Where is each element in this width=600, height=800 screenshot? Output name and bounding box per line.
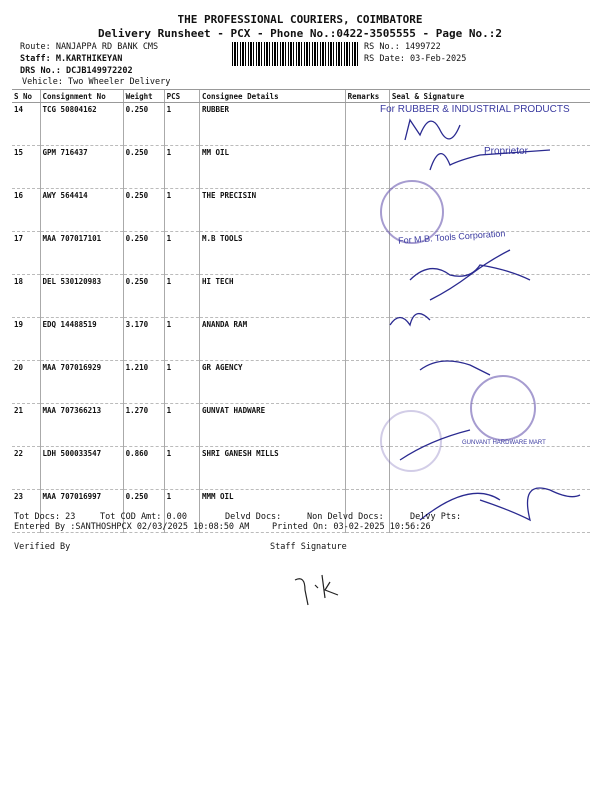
table-cell: HI TECH [199,275,345,318]
table-cell: 1.210 [123,361,164,404]
column-header: Weight [123,90,164,103]
column-header: Remarks [345,90,389,103]
staff-signature-mark [290,570,350,610]
table-cell: 18 [12,275,40,318]
table-cell: 1 [164,146,199,189]
table-cell: 1 [164,232,199,275]
table-cell: 0.250 [123,232,164,275]
table-cell: 1 [164,361,199,404]
vehicle: Vehicle: Two Wheeler Delivery [22,77,171,87]
table-cell: RUBBER [199,103,345,146]
delvy-pts: Delvy Pts: [410,512,462,522]
table-cell: 0.250 [123,146,164,189]
runsheet-subtitle: Delivery Runsheet - PCX - Phone No.:0422-3505555 - Page No.:2 [98,27,502,40]
table-cell: THE PRECISIN [199,189,345,232]
table-cell: ANANDA RAM [199,318,345,361]
non-delvd-docs: Non Delvd Docs: [307,512,384,522]
table-cell: GUNVAT HADWARE [199,404,345,447]
signatures [370,100,600,560]
table-cell: AWY 564414 [40,189,123,232]
table-cell: GPM 716437 [40,146,123,189]
table-cell: 20 [12,361,40,404]
entered-by: Entered By :SANTHOSHPCX 02/03/2025 10:08:50 AM [14,522,250,532]
table-cell: 15 [12,146,40,189]
table-cell: 1 [164,189,199,232]
table-cell: 1 [164,318,199,361]
table-cell: MMM OIL [199,490,345,533]
table-cell: 3.170 [123,318,164,361]
table-cell: 0.250 [123,189,164,232]
staff: Staff: M.KARTHIKEYAN [20,54,123,64]
table-cell: 1 [164,447,199,490]
company-title: THE PROFESSIONAL COURIERS, COIMBATORE [177,13,423,26]
table-cell: 16 [12,189,40,232]
tot-cod-amt: Tot COD Amt: 0.00 [100,512,187,522]
barcode [232,42,360,66]
table-cell: DEL 530120983 [40,275,123,318]
table-cell: LDH 500033547 [40,447,123,490]
table-cell: 0.860 [123,447,164,490]
table-cell: 19 [12,318,40,361]
table-cell: 1 [164,404,199,447]
staff-signature-label: Staff Signature [270,542,347,552]
table-cell: MAA 707366213 [40,404,123,447]
table-cell: 1 [164,275,199,318]
rs-date: RS Date: 03-Feb-2025 [364,54,467,64]
table-cell: 23 [12,490,40,533]
table-cell: MAA 707016997 [40,490,123,533]
table-cell: GR AGENCY [199,361,345,404]
drs-no: DRS No.: DCJB149972202 [20,66,133,76]
table-cell: SHRI GANESH MILLS [199,447,345,490]
stamp-mb-tools: For M.B. Tools Corporation [397,228,506,246]
table-cell: 0.250 [123,103,164,146]
table-cell: 17 [12,232,40,275]
column-header: Seal & Signature [389,90,590,103]
table-cell: MM OIL [199,146,345,189]
table-cell: TCG 50804162 [40,103,123,146]
route: Route: NANJAPPA RD BANK CMS [20,42,159,52]
printed-on: Printed On: 03-02-2025 10:56:26 [272,522,431,532]
table-cell: 0.250 [123,490,164,533]
table-cell: MAA 707017101 [40,232,123,275]
table-cell: 1 [164,103,199,146]
table-cell: MAA 707016929 [40,361,123,404]
tot-docs: Tot Docs: 23 [14,512,76,522]
column-header: PCS [164,90,199,103]
stamp-proprietor: Proprietor [484,146,528,157]
table-cell: 1.270 [123,404,164,447]
delvd-docs: Delvd Docs: [225,512,282,522]
stamp-gunvant: GUNVANT HARDWARE MART [462,440,546,446]
table-cell: 14 [12,103,40,146]
table-cell: 21 [12,404,40,447]
table-cell: 22 [12,447,40,490]
table-cell: M.B TOOLS [199,232,345,275]
column-header: Consignee Details [199,90,345,103]
column-header: Consignment No [40,90,123,103]
stamp-rubber: For RUBBER & INDUSTRIAL PRODUCTS [380,104,570,115]
verified-by: Verified By [14,542,71,552]
column-header: S No [12,90,40,103]
table-cell: 1 [164,490,199,533]
table-cell: EDQ 14488519 [40,318,123,361]
rs-no: RS No.: 1499722 [364,42,441,52]
table-cell: 0.250 [123,275,164,318]
